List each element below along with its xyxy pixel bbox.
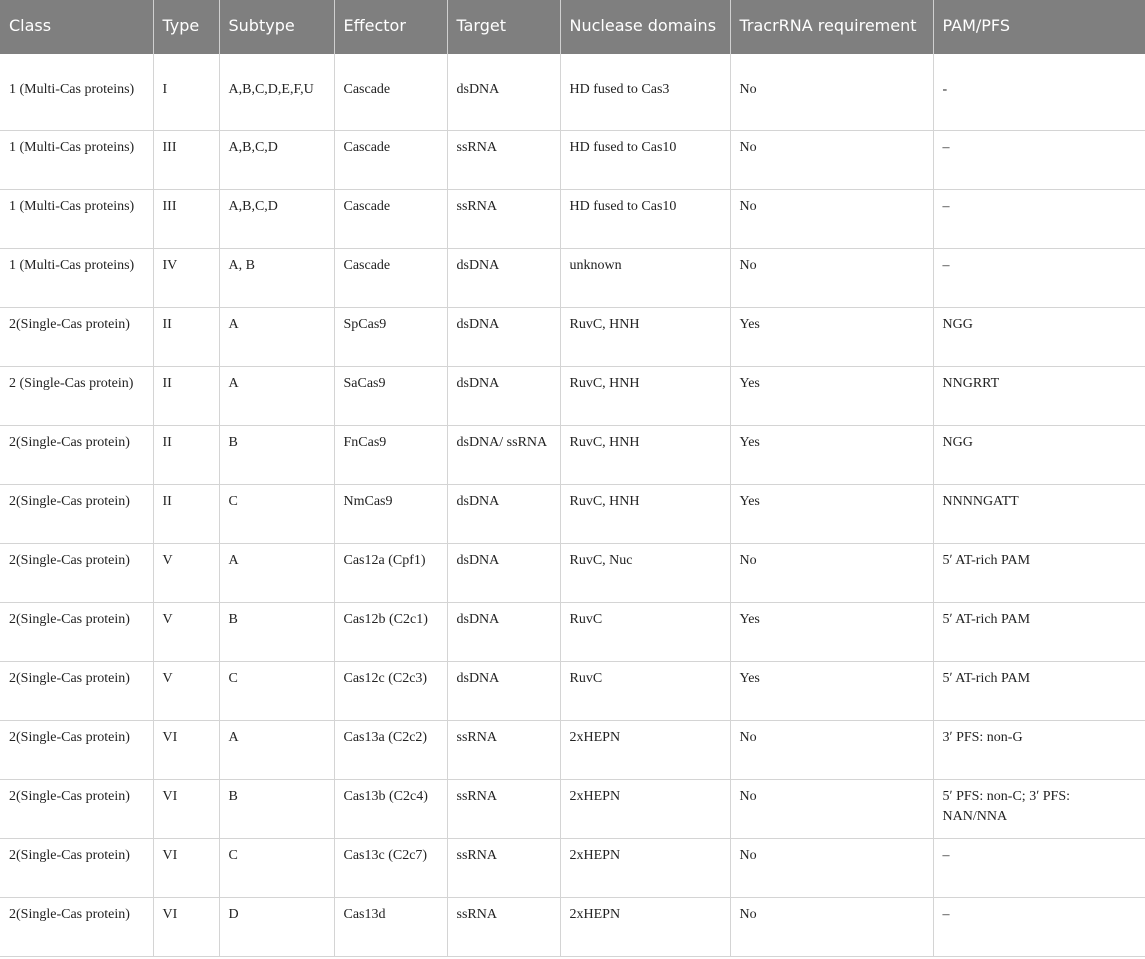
cell-tracrrna-requirement: No [730,838,933,897]
cell-target: dsDNA [447,366,560,425]
cell-pam-pfs: – [933,838,1145,897]
cell-class: 2(Single-Cas protein) [0,543,153,602]
cell-tracrrna-requirement: Yes [730,602,933,661]
table-header [0,0,1145,54]
cell-subtype: A [219,307,334,366]
cell-effector: Cas13d [334,897,447,956]
cell-class: 1 (Multi-Cas proteins) [0,54,153,130]
cell-effector: Cas13b (C2c4) [334,779,447,838]
cell-type: VI [153,720,219,779]
cell-subtype: B [219,779,334,838]
header-subtype: Subtype [219,0,334,54]
cell-subtype: B [219,425,334,484]
cell-tracrrna-requirement: Yes [730,307,933,366]
cell-nuclease-domains: RuvC, HNH [560,307,730,366]
cell-pam-pfs: 5ʹ AT-rich PAM [933,661,1145,720]
cell-effector: Cascade [334,130,447,189]
cell-type: I [153,54,219,130]
cell-target: ssRNA [447,897,560,956]
cell-tracrrna-requirement: No [730,130,933,189]
cell-nuclease-domains: RuvC [560,661,730,720]
cell-effector: Cascade [334,189,447,248]
header-pam-pfs: PAM/PFS [933,0,1145,54]
cell-pam-pfs: NGG [933,307,1145,366]
cell-effector: Cas12b (C2c1) [334,602,447,661]
cell-type: V [153,543,219,602]
table-row [0,248,1145,307]
cell-tracrrna-requirement: No [730,543,933,602]
cell-pam-pfs: NNGRRT [933,366,1145,425]
cell-pam-pfs: 5ʹ PFS: non-C; 3ʹ PFS: NAN/NNA [933,779,1145,838]
cell-tracrrna-requirement: Yes [730,425,933,484]
cell-class: 1 (Multi-Cas proteins) [0,189,153,248]
cell-pam-pfs: 5ʹ AT-rich PAM [933,543,1145,602]
cell-effector: Cas13a (C2c2) [334,720,447,779]
cell-pam-pfs: – [933,189,1145,248]
header-effector: Effector [334,0,447,54]
cell-tracrrna-requirement: No [730,897,933,956]
cell-tracrrna-requirement: Yes [730,366,933,425]
table-row [0,661,1145,720]
cell-nuclease-domains: RuvC, HNH [560,425,730,484]
cell-nuclease-domains: RuvC, Nuc [560,543,730,602]
cell-nuclease-domains: 2xHEPN [560,897,730,956]
cell-type: II [153,307,219,366]
cell-type: V [153,602,219,661]
cell-target: dsDNA [447,248,560,307]
cell-subtype: A [219,720,334,779]
cell-pam-pfs: - [933,54,1145,130]
table-row [0,838,1145,897]
cell-target: dsDNA [447,54,560,130]
cell-nuclease-domains: 2xHEPN [560,838,730,897]
cell-target: dsDNA [447,307,560,366]
cell-class: 2(Single-Cas protein) [0,897,153,956]
table-row [0,779,1145,838]
table-body [0,54,1145,956]
cell-class: 2 (Single-Cas protein) [0,366,153,425]
table-row [0,425,1145,484]
cell-pam-pfs: 3ʹ PFS: non-G [933,720,1145,779]
cell-effector: SpCas9 [334,307,447,366]
cell-nuclease-domains: RuvC [560,602,730,661]
cell-effector: Cas13c (C2c7) [334,838,447,897]
cell-class: 2(Single-Cas protein) [0,720,153,779]
table-row [0,602,1145,661]
cell-subtype: B [219,602,334,661]
cell-subtype: A,B,C,D [219,189,334,248]
cell-nuclease-domains: HD fused to Cas10 [560,189,730,248]
cell-type: V [153,661,219,720]
cell-class: 2(Single-Cas protein) [0,779,153,838]
cell-subtype: C [219,838,334,897]
table-row [0,366,1145,425]
cell-class: 1 (Multi-Cas proteins) [0,248,153,307]
cell-class: 2(Single-Cas protein) [0,661,153,720]
table-row [0,543,1145,602]
cell-target: ssRNA [447,189,560,248]
cell-nuclease-domains: 2xHEPN [560,779,730,838]
table-row [0,54,1145,130]
cell-effector: Cascade [334,248,447,307]
cell-subtype: C [219,661,334,720]
cell-pam-pfs: – [933,248,1145,307]
cell-nuclease-domains: HD fused to Cas10 [560,130,730,189]
cell-class: 2(Single-Cas protein) [0,425,153,484]
cell-type: II [153,484,219,543]
header-type: Type [153,0,219,54]
cell-tracrrna-requirement: No [730,54,933,130]
cell-pam-pfs: – [933,897,1145,956]
cell-pam-pfs: – [933,130,1145,189]
cell-tracrrna-requirement: Yes [730,661,933,720]
cell-subtype: A, B [219,248,334,307]
cell-effector: SaCas9 [334,366,447,425]
cell-pam-pfs: 5ʹ AT-rich PAM [933,602,1145,661]
table-row [0,484,1145,543]
table-row [0,130,1145,189]
cell-nuclease-domains: RuvC, HNH [560,484,730,543]
table-row [0,307,1145,366]
cell-target: ssRNA [447,838,560,897]
cell-subtype: C [219,484,334,543]
cell-effector: Cas12c (C2c3) [334,661,447,720]
cell-type: VI [153,779,219,838]
cell-target: dsDNA [447,543,560,602]
cell-subtype: A,B,C,D [219,130,334,189]
cell-subtype: A [219,366,334,425]
cell-type: III [153,130,219,189]
header-tracrrna-requirement: TracrRNA requirement [730,0,933,54]
cell-subtype: D [219,897,334,956]
cell-type: VI [153,838,219,897]
cell-pam-pfs: NNNNGATT [933,484,1145,543]
cell-effector: Cascade [334,54,447,130]
cell-tracrrna-requirement: No [730,720,933,779]
cell-target: dsDNA [447,484,560,543]
cell-type: VI [153,897,219,956]
cell-nuclease-domains: 2xHEPN [560,720,730,779]
cell-subtype: A [219,543,334,602]
header-row [0,0,1145,54]
header-nuclease-domains: Nuclease domains [560,0,730,54]
table-row [0,720,1145,779]
cell-pam-pfs: NGG [933,425,1145,484]
table-row [0,189,1145,248]
cell-target: dsDNA [447,661,560,720]
cell-type: II [153,425,219,484]
cell-nuclease-domains: HD fused to Cas3 [560,54,730,130]
header-target: Target [447,0,560,54]
cell-nuclease-domains: RuvC, HNH [560,366,730,425]
cell-type: IV [153,248,219,307]
cell-type: II [153,366,219,425]
table-row [0,897,1145,956]
cell-tracrrna-requirement: No [730,248,933,307]
cell-target: dsDNA [447,602,560,661]
cell-target: ssRNA [447,779,560,838]
cell-subtype: A,B,C,D,E,F,U [219,54,334,130]
cell-target: dsDNA/ ssRNA [447,425,560,484]
cell-target: ssRNA [447,130,560,189]
cell-effector: FnCas9 [334,425,447,484]
cell-class: 2(Single-Cas protein) [0,838,153,897]
cell-class: 2(Single-Cas protein) [0,307,153,366]
cell-nuclease-domains: unknown [560,248,730,307]
cell-type: III [153,189,219,248]
cell-tracrrna-requirement: No [730,189,933,248]
cell-effector: NmCas9 [334,484,447,543]
cell-target: ssRNA [447,720,560,779]
cell-tracrrna-requirement: No [730,779,933,838]
cell-class: 2(Single-Cas protein) [0,484,153,543]
cell-tracrrna-requirement: Yes [730,484,933,543]
cell-class: 2(Single-Cas protein) [0,602,153,661]
cell-effector: Cas12a (Cpf1) [334,543,447,602]
cell-class: 1 (Multi-Cas proteins) [0,130,153,189]
header-class: Class [0,0,153,54]
